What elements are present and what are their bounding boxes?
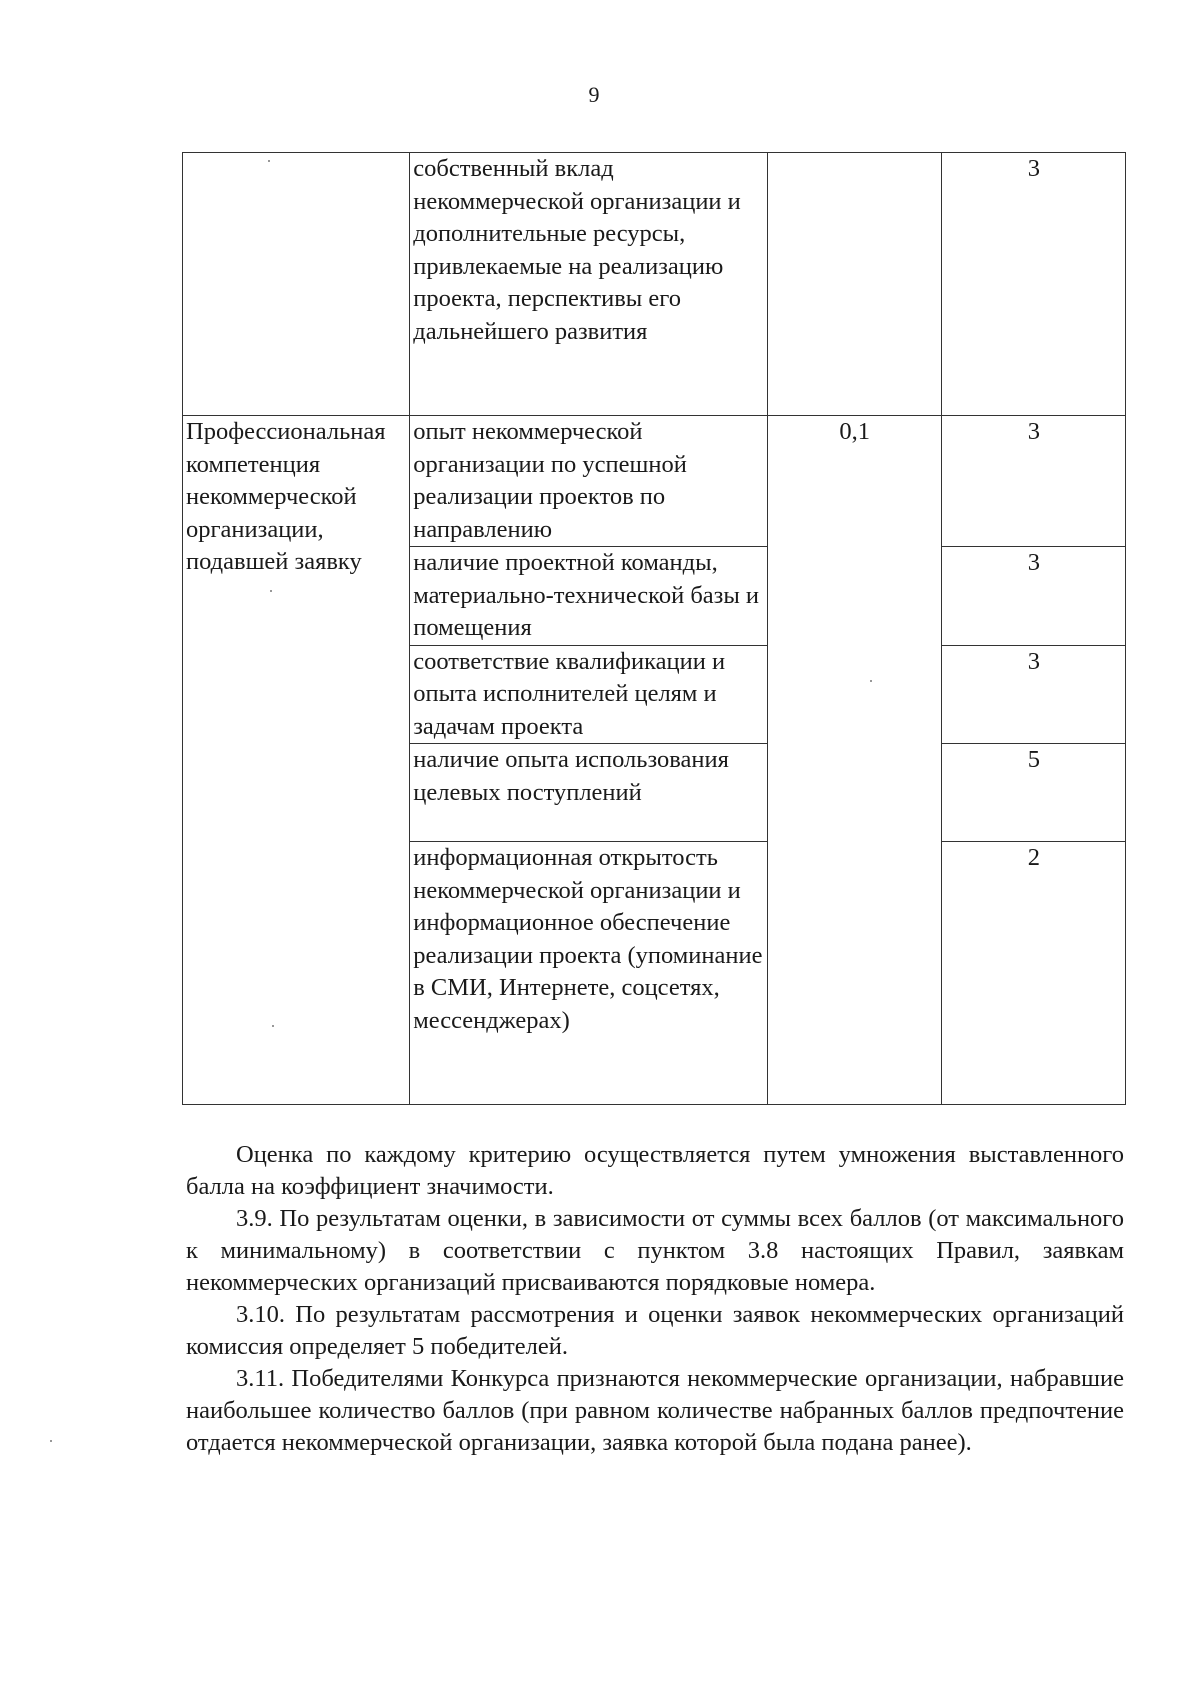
- indicator-cell: наличие проектной команды, материально-технической базы и помещения: [410, 547, 767, 646]
- score-cell: 2: [941, 842, 1125, 1105]
- indicator-cell: наличие опыта использования целевых поступлений: [410, 744, 767, 842]
- scan-speck: [50, 1440, 52, 1442]
- table-row: [183, 416, 1126, 547]
- indicator-cell: соответствие квалификации и опыта исполнителей целям и задачам проекта: [410, 645, 767, 744]
- criteria-table: [182, 152, 1126, 1105]
- scan-speck: [272, 1025, 274, 1027]
- indicator-cell: опыт некоммерческой организации по успешной реализации проектов по направлению: [410, 416, 767, 547]
- paragraph: Оценка по каждому критерию осуществляется путем умножения выставленного балла на коэффициент значимости.: [186, 1141, 1124, 1200]
- indicator-cell: информационная открытость некоммерческой организации и информационное обеспечение реализации проекта (упоминание в СМИ, Интернете, соцсетях, мессенджерах): [410, 842, 767, 1105]
- score-cell: 3: [941, 645, 1125, 744]
- paragraph: 3.10. По результатам рассмотрения и оценки заявок некоммерческих организаций комиссия определяет 5 победителей.: [186, 1301, 1124, 1360]
- scan-speck: [270, 590, 272, 592]
- paragraph: 3.11. Победителями Конкурса признаются некоммерческие организации, набравшие наибольшее количество баллов (при равном количестве набранных баллов предпочтение отдается некоммерческой организации, заявка которой была подана ранее).: [186, 1365, 1124, 1456]
- score-cell: 3: [941, 153, 1125, 416]
- coefficient-cell: 0,1: [767, 416, 941, 1105]
- table-row: [183, 153, 1126, 416]
- criterion-cell: Профессиональная компетенция некоммерческой организации, подавшей заявку: [183, 416, 410, 1105]
- body-text: [186, 1139, 1124, 1459]
- score-cell: 3: [941, 416, 1125, 547]
- criterion-cell: [183, 153, 410, 416]
- indicator-cell: собственный вклад некоммерческой организации и дополнительные ресурсы, привлекаемые на реализацию проекта, перспективы его дальнейшего развития: [410, 153, 767, 416]
- page-number: 9: [588, 82, 600, 107]
- score-cell: 5: [941, 744, 1125, 842]
- scan-speck: [268, 160, 270, 162]
- score-cell: 3: [941, 547, 1125, 646]
- scan-speck: [870, 680, 872, 682]
- coefficient-cell: [767, 153, 941, 416]
- paragraph: 3.9. По результатам оценки, в зависимости от суммы всех баллов (от максимального к минимальному) в соответствии с пунктом 3.8 настоящих Правил, заявкам некоммерческих организаций присваиваются порядковые номера.: [186, 1205, 1124, 1296]
